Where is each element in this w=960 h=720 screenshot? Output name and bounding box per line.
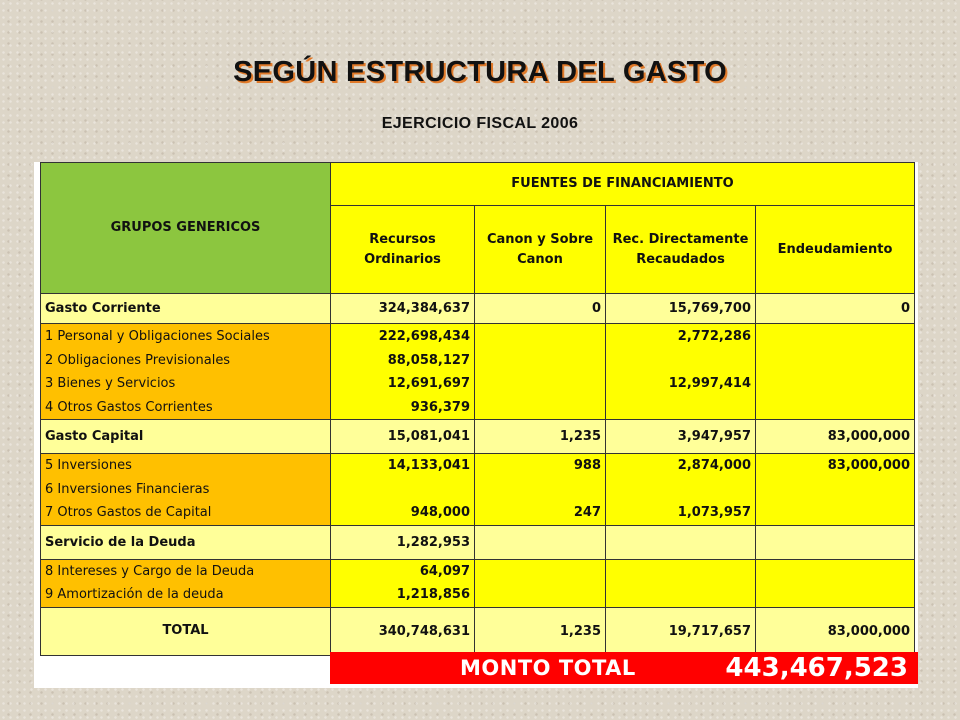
cell-value [479,349,601,373]
row-label: Gasto Corriente [41,294,331,324]
cell-value: 3,947,957 [606,420,756,454]
detail-endeudamiento [756,454,915,526]
detail-labels [41,454,331,526]
row-group-servicio-deuda-detail [41,559,915,607]
row-group-gasto-capital-detail [41,454,915,526]
row-label: Gasto Capital [41,420,331,454]
slide-title: SEGÚN ESTRUCTURA DEL GASTO [233,56,727,88]
list-item: 8 Intereses y Cargo de la Deuda [45,563,255,579]
list-item: 1 Personal y Obligaciones Sociales [45,329,270,344]
cell-value: 83,000,000 [756,607,915,655]
cell-value: 247 [573,505,601,520]
row-total [41,607,915,655]
cell-value: 19,717,657 [606,607,756,655]
cell-value: 988 [573,458,601,473]
list-item: 7 Otros Gastos de Capital [45,505,212,520]
cell-value: 64,097 [419,563,470,579]
cell-value [610,560,751,584]
cell-value [760,396,910,420]
cell-value [610,478,751,502]
list-item: 3 Bienes y Servicios [45,376,176,391]
cell-value: 936,379 [410,399,470,415]
cell-value: 324,384,637 [331,294,475,324]
row-label-total: TOTAL [41,607,331,655]
cell-value [475,525,606,559]
cell-value [479,372,601,396]
cell-value: 948,000 [410,505,470,520]
cell-value: 12,691,697 [387,376,470,391]
detail-labels [41,559,331,607]
header-fuentes-financiamiento: FUENTES DE FINANCIAMIENTO [331,163,915,206]
cell-value [606,525,756,559]
detail-recursos [331,559,475,607]
cell-value [760,583,910,607]
detail-rec-directos [606,454,756,526]
list-item: 5 Inversiones [45,458,132,473]
header-grupos-genericos: GRUPOS GENERICOS [41,163,331,294]
detail-labels [41,324,331,420]
cell-value: 88,058,127 [387,352,470,368]
cell-value [610,349,751,373]
list-item: 4 Otros Gastos Corrientes [45,399,213,415]
cell-value [760,560,910,584]
detail-canon [475,454,606,526]
cell-value: 0 [475,294,606,324]
detail-endeudamiento [756,559,915,607]
list-item: 6 Inversiones Financieras [45,481,210,497]
cell-value [760,501,910,525]
budget-table [40,162,915,656]
detail-recursos [331,454,475,526]
cell-value [760,325,910,349]
cell-value: 1,235 [475,420,606,454]
row-servicio-deuda [41,525,915,559]
cell-value: 2,874,000 [677,458,751,473]
cell-value [479,325,601,349]
cell-value [610,583,751,607]
cell-value: 1,073,957 [677,505,751,520]
slide-subtitle: EJERCICIO FISCAL 2006 [381,115,579,132]
row-gasto-capital [41,420,915,454]
cell-value: 1,235 [475,607,606,655]
list-item: 9 Amortización de la deuda [45,587,224,602]
detail-canon [475,324,606,420]
cell-value [760,372,910,396]
cell-value [479,560,601,584]
cell-value: 2,772,286 [677,329,751,344]
row-group-gasto-corriente-detail [41,324,915,420]
detail-canon [475,559,606,607]
cell-value: 15,769,700 [606,294,756,324]
cell-value [760,349,910,373]
cell-value: 340,748,631 [331,607,475,655]
cell-value: 15,081,041 [331,420,475,454]
cell-value: 1,282,953 [331,525,475,559]
header-recursos-ordinarios: Recursos Ordinarios [331,206,475,294]
cell-value [610,396,751,420]
detail-endeudamiento [756,324,915,420]
cell-value: 12,997,414 [668,376,751,391]
cell-value [335,478,470,502]
cell-value: 1,218,856 [396,587,470,602]
monto-total-label: MONTO TOTAL [460,656,636,680]
header-rec-directamente-recaudados: Rec. Directamente Recaudados [606,206,756,294]
header-canon-sobre-canon: Canon y Sobre Canon [475,206,606,294]
cell-value: 14,133,041 [387,458,470,473]
cell-value [479,478,601,502]
monto-total-value: 443,467,523 [725,653,908,683]
header-endeudamiento: Endeudamiento [756,206,915,294]
monto-total-bar [330,652,918,684]
cell-value [760,478,910,502]
budget-sheet [34,162,918,688]
row-label: Servicio de la Deuda [41,525,331,559]
cell-value [756,525,915,559]
detail-rec-directos [606,324,756,420]
list-item: 2 Obligaciones Previsionales [45,352,231,368]
cell-value: 83,000,000 [827,458,910,473]
detail-rec-directos [606,559,756,607]
cell-value: 222,698,434 [378,329,470,344]
detail-recursos [331,324,475,420]
cell-value: 83,000,000 [756,420,915,454]
cell-value: 0 [756,294,915,324]
cell-value [479,583,601,607]
cell-value [479,396,601,420]
row-gasto-corriente [41,294,915,324]
